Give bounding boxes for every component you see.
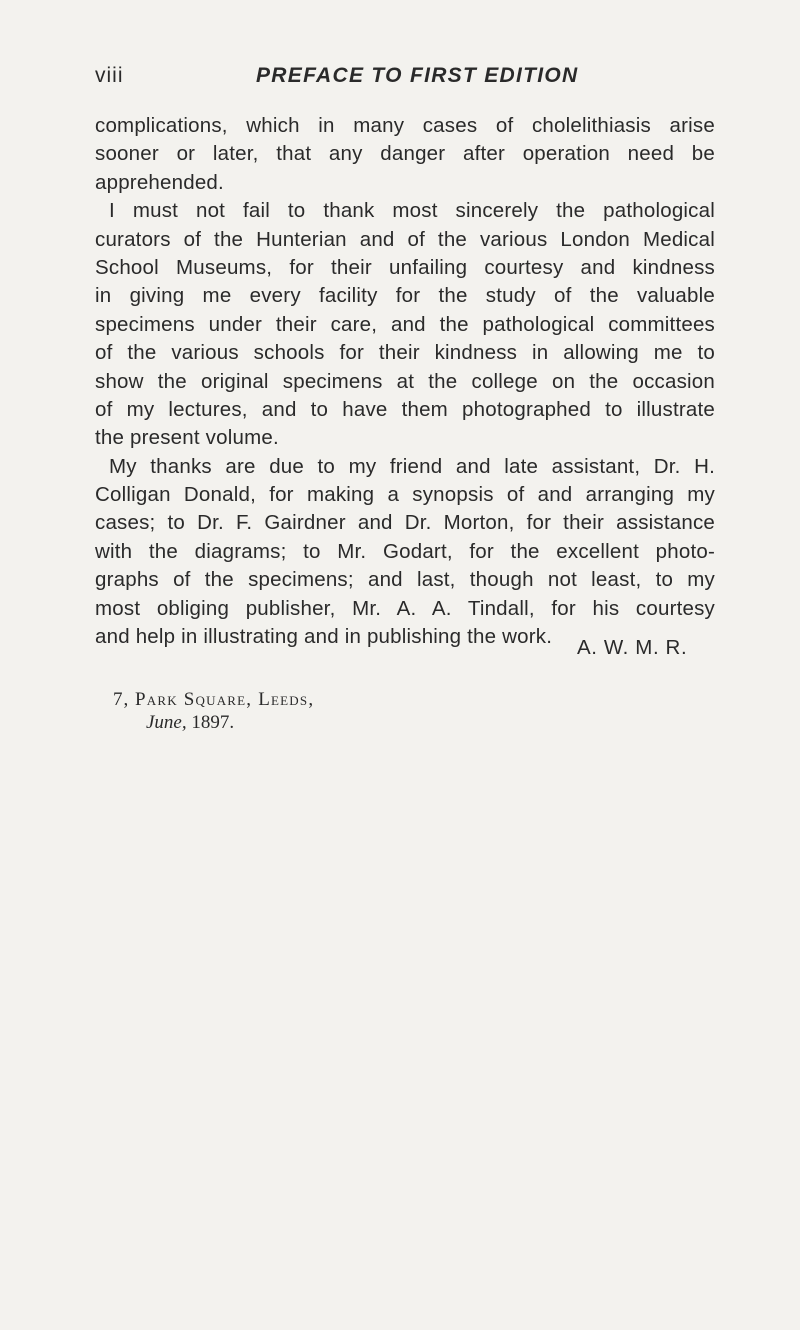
address-street: Park Square, Leeds, (135, 689, 315, 710)
text-line: Colligan Donald, for making a synopsis of and arranging my (95, 483, 715, 507)
text-line: sooner or later, that any danger after operation need be (95, 142, 715, 166)
text-line: and help in illustrating and in publishing the work. (95, 625, 553, 649)
text-line: cases; to Dr. F. Gairdner and Dr. Morton, for their assistance (95, 511, 715, 535)
dateline (146, 712, 234, 734)
date-year: 1897. (191, 712, 235, 733)
text-line: most obliging publisher, Mr. A. A. Tindall, for his courtesy (95, 596, 715, 620)
text-line: apprehended. (95, 170, 224, 194)
preface-body (95, 112, 715, 651)
text-line: show the original specimens at the college on the occasion (95, 369, 715, 393)
text-line: complications, which in many cases of cholelithiasis arise (95, 114, 715, 137)
text-line: I must not fail to thank most sincerely the pathological (109, 199, 715, 223)
text-line: of the various schools for their kindness in allowing me to (95, 341, 715, 365)
text-line: School Museums, for their unfailing courtesy and kindness (95, 255, 715, 279)
text-line: specimens under their care, and the pathological committees (95, 312, 715, 336)
text-line: My thanks are due to my friend and late assistant, Dr. H. (109, 454, 715, 478)
address-number: 7, (113, 689, 130, 710)
page-number: viii (95, 64, 124, 87)
running-title: PREFACE TO FIRST EDITION (256, 64, 579, 87)
text-line: curators of the Hunterian and of the various London Medical (95, 227, 715, 251)
date-month: June, (146, 712, 187, 733)
text-line: of my lectures, and to have them photographed to illustrate (95, 397, 715, 421)
author-initials: A. W. M. R. (577, 636, 688, 659)
text-line: in giving me every facility for the study of the valuable (95, 284, 715, 308)
text-line: graphs of the specimens; and last, though not least, to my (95, 568, 715, 592)
text-line: with the diagrams; to Mr. Godart, for the excellent photo- (95, 539, 715, 563)
text-line: the present volume. (95, 426, 279, 450)
running-head (95, 64, 715, 94)
address (113, 688, 314, 712)
